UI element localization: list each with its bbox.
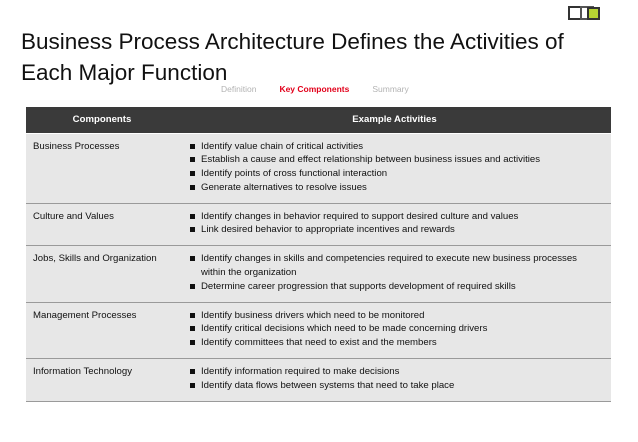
activity-item: Link desired behavior to appropriate incentives and rewards [189,223,604,237]
tab-definition[interactable]: Definition [221,84,257,94]
activity-item: Identify points of cross functional interaction [189,167,604,181]
activity-list [189,365,604,393]
activity-list [189,252,604,293]
component-name: Information Technology [26,359,178,402]
table-row [26,246,611,302]
components-table [26,107,611,402]
activity-list [189,309,604,350]
column-header-example-activities: Example Activities [178,107,611,133]
table-row [26,359,611,402]
table-row [26,203,611,246]
component-name: Culture and Values [26,203,178,246]
activity-list [189,140,604,195]
activities-cell [178,302,611,358]
activities-cell [178,203,611,246]
logo [566,4,606,22]
activity-item: Identify information required to make decisions [189,365,604,379]
logo-square-green-icon [587,7,600,20]
activity-item: Identify committees that need to exist and the members [189,336,604,350]
component-name: Jobs, Skills and Organization [26,246,178,302]
activity-item: Establish a cause and effect relationship between business issues and activities [189,153,604,167]
activities-cell [178,359,611,402]
activity-item: Identify changes in skills and competencies required to execute new business processes within the organization [189,252,604,280]
table-header-row [26,107,611,133]
activity-item: Identify critical decisions which need to be made concerning drivers [189,322,604,336]
activities-cell [178,246,611,302]
activity-item: Determine career progression that supports development of required skills [189,280,604,294]
tab-summary[interactable]: Summary [372,84,409,94]
activity-item: Identify business drivers which need to be monitored [189,309,604,323]
table-row [26,133,611,203]
activity-item: Identify data flows between systems that need to take place [189,379,604,393]
page-title: Business Process Architecture Defines the Activities of Each Major Function [21,29,564,85]
activity-item: Identify changes in behavior required to support desired culture and values [189,210,604,224]
component-name: Business Processes [26,133,178,203]
activity-list [189,210,604,238]
section-nav [221,84,432,94]
activity-item: Identify value chain of critical activities [189,140,604,154]
column-header-components: Components [26,107,178,133]
activity-item: Generate alternatives to resolve issues [189,181,604,195]
component-name: Management Processes [26,302,178,358]
table-row [26,302,611,358]
tab-key-components[interactable]: Key Components [279,84,350,94]
activities-cell [178,133,611,203]
